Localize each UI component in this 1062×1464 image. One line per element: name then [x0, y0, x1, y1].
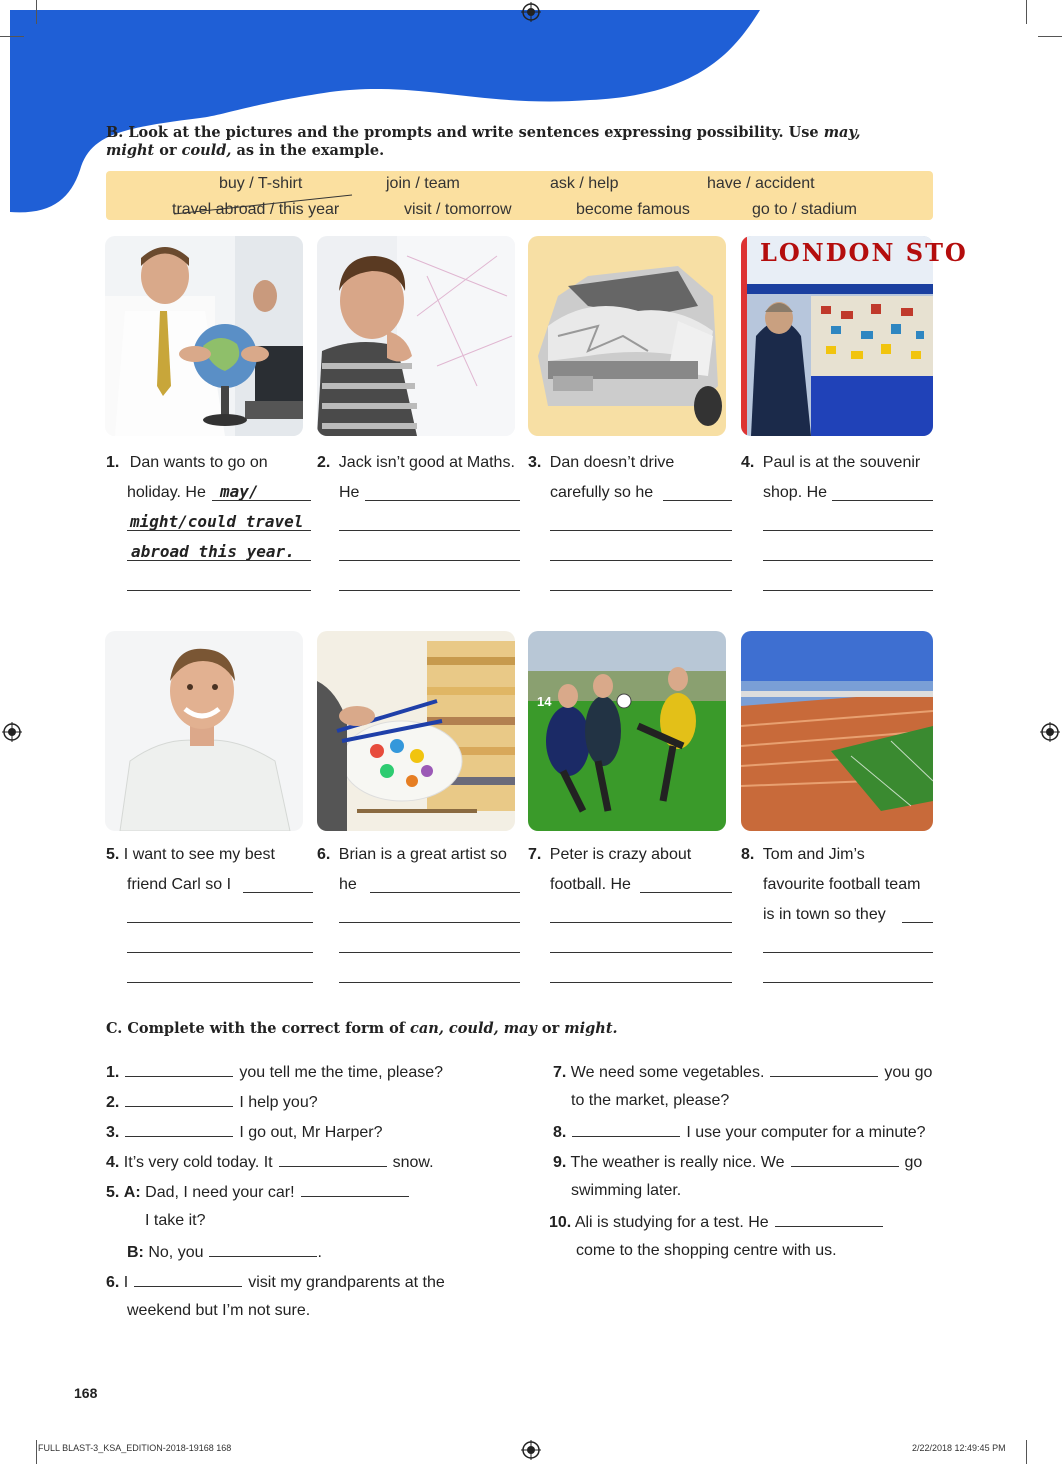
answer-line[interactable]: [127, 922, 313, 923]
section-b-instruction: [106, 124, 906, 160]
registration-mark-icon: [2, 722, 22, 742]
item-number: 10.: [549, 1214, 572, 1231]
answer-line[interactable]: [127, 530, 311, 531]
prompt: go to / stadium: [752, 201, 857, 218]
answer-blank[interactable]: [279, 1152, 387, 1167]
answer-blank[interactable]: [134, 1272, 242, 1287]
item-number: 2.: [106, 1094, 120, 1111]
answer-line[interactable]: [339, 590, 520, 591]
answer-line[interactable]: [212, 500, 311, 501]
answer-line[interactable]: [339, 982, 520, 983]
speaker-label: B:: [127, 1244, 144, 1261]
answer-blank[interactable]: [770, 1062, 878, 1077]
answer-line[interactable]: [127, 952, 313, 953]
crop-mark: [1038, 36, 1062, 37]
answer-line[interactable]: [550, 530, 732, 531]
crop-mark: [1026, 0, 1027, 24]
strike-line: [172, 192, 354, 218]
registration-mark-icon: [521, 2, 541, 22]
item-text: you tell me the time, please?: [239, 1064, 444, 1081]
c-item-8: [553, 1122, 926, 1142]
c-item-5: [106, 1182, 415, 1202]
item-number: 5.: [106, 846, 120, 863]
photo-artist-palette: [317, 631, 515, 831]
answer-line[interactable]: [127, 982, 313, 983]
jersey-number: 14: [537, 694, 552, 709]
item-4: [741, 448, 941, 478]
item-number: 7.: [528, 846, 542, 863]
item-text: football. He: [550, 876, 631, 893]
answer-blank[interactable]: [791, 1152, 899, 1167]
answer-line[interactable]: [365, 500, 520, 501]
item-2: [317, 448, 527, 478]
item-text: Paul is at the souvenir: [762, 454, 921, 471]
item-text: Brian is a great artist so: [338, 846, 507, 863]
c-item-1: [106, 1062, 443, 1082]
item-8: [741, 840, 941, 870]
item-text: I want to see my best: [123, 846, 275, 863]
item-text: snow.: [392, 1154, 434, 1171]
item-text: friend Carl so I: [127, 876, 232, 893]
answer-blank[interactable]: [301, 1182, 409, 1197]
item-number: 4.: [741, 454, 755, 471]
page-number: 168: [74, 1385, 98, 1401]
answer-line[interactable]: [127, 590, 311, 591]
answer-line[interactable]: [550, 982, 732, 983]
item-text: you go: [884, 1064, 933, 1081]
speaker-label: A:: [123, 1184, 141, 1201]
item-number: 7.: [553, 1064, 567, 1081]
section-c-instruction: [106, 1020, 618, 1037]
item-text: .: [317, 1244, 322, 1261]
example-answer: may/: [220, 482, 259, 501]
answer-blank[interactable]: [775, 1212, 883, 1227]
answer-blank[interactable]: [572, 1122, 680, 1137]
instruction-text: B. Look at the pictures and the prompts and write sentences expressing possibility. Use: [106, 124, 824, 141]
c-item-3: [106, 1122, 383, 1142]
answer-line[interactable]: [763, 560, 933, 561]
c-item-5b: [127, 1242, 322, 1262]
item-number: 4.: [106, 1154, 120, 1171]
c-item-2: [106, 1092, 318, 1112]
item-6: [317, 840, 527, 870]
item-text: carefully so he: [550, 484, 654, 501]
item-text: It’s very cold today. It: [123, 1154, 273, 1171]
c-item-10: [549, 1212, 889, 1232]
instruction-text: or: [536, 1020, 565, 1037]
item-text: We need some vegetables.: [570, 1064, 765, 1081]
answer-line[interactable]: [763, 590, 933, 591]
item-number: 9.: [553, 1154, 567, 1171]
item-text: Peter is crazy about: [549, 846, 692, 863]
answer-line[interactable]: [763, 530, 933, 531]
shop-sign: LONDON STO: [760, 238, 968, 267]
answer-blank[interactable]: [125, 1122, 233, 1137]
item-text: he: [339, 876, 357, 893]
answer-line[interactable]: [127, 560, 311, 561]
item-text: Dan wants to go on: [129, 454, 268, 471]
answer-line[interactable]: [550, 560, 732, 561]
item-text: shop. He: [763, 484, 828, 501]
item-text: favourite football team: [763, 876, 921, 893]
prompt: join / team: [386, 175, 460, 192]
item-text: I use your computer for a minute?: [686, 1124, 926, 1141]
item-text: Tom and Jim’s: [762, 846, 865, 863]
photo-stadium: [741, 631, 933, 831]
item-text: come to the shopping centre with us.: [576, 1242, 837, 1259]
c-item-6: [106, 1272, 445, 1292]
item-3: [528, 448, 738, 478]
answer-line[interactable]: [832, 500, 933, 501]
item-text: Jack isn’t good at Maths.: [338, 454, 515, 471]
footer-timestamp: 2/22/2018 12:49:45 PM: [912, 1443, 1006, 1453]
item-text: to the market, please?: [571, 1092, 730, 1109]
item-text: weekend but I’m not sure.: [127, 1302, 311, 1319]
item-text: I take it?: [145, 1212, 206, 1229]
item-number: 1.: [106, 1064, 120, 1081]
item-text: go: [904, 1154, 923, 1171]
item-text: I go out, Mr Harper?: [239, 1124, 383, 1141]
item-text: No, you: [148, 1244, 204, 1261]
instruction-text: as in the example.: [231, 142, 385, 159]
registration-mark-icon: [1040, 722, 1060, 742]
prompt: have / accident: [707, 175, 815, 192]
item-text: I help you?: [239, 1094, 318, 1111]
answer-line[interactable]: [902, 922, 933, 923]
answer-line[interactable]: [370, 892, 520, 893]
photo-student-thinking: [317, 236, 515, 436]
answer-line[interactable]: [640, 892, 732, 893]
answer-blank[interactable]: [125, 1092, 233, 1107]
item-text: visit my grandparents at the: [248, 1274, 445, 1291]
item-text: He: [339, 484, 360, 501]
crop-mark: [36, 0, 37, 24]
answer-blank[interactable]: [125, 1062, 233, 1077]
crop-mark: [1026, 1440, 1027, 1464]
answer-line[interactable]: [663, 500, 732, 501]
answer-line[interactable]: [243, 892, 313, 893]
prompt: buy / T-shirt: [219, 175, 303, 192]
instruction-text: C. Complete with the correct form of: [106, 1020, 411, 1037]
crop-mark: [0, 36, 24, 37]
answer-line[interactable]: [763, 982, 933, 983]
c-item-4: [106, 1152, 434, 1172]
answer-line[interactable]: [339, 952, 520, 953]
example-answer: might/could travel: [130, 512, 304, 531]
item-text: is in town so they: [763, 906, 886, 923]
item-text: I: [123, 1274, 129, 1291]
answer-line[interactable]: [763, 952, 933, 953]
answer-line[interactable]: [550, 590, 732, 591]
c-item-9: [553, 1152, 922, 1172]
prompt-crossed-out: travel abroad / this year: [172, 201, 340, 218]
item-7: [528, 840, 738, 870]
item-1: [106, 448, 312, 478]
item-number: 6.: [317, 846, 331, 863]
photo-crashed-car: [528, 236, 726, 436]
item-text: holiday. He: [127, 484, 206, 501]
item-number: 6.: [106, 1274, 120, 1291]
answer-line[interactable]: [339, 560, 520, 561]
item-text: Dan doesn’t drive: [549, 454, 675, 471]
example-answer: abroad this year.: [131, 542, 295, 561]
item-text: The weather is really nice. We: [570, 1154, 785, 1171]
item-number: 8.: [553, 1124, 567, 1141]
item-number: 5.: [106, 1184, 120, 1201]
answer-line[interactable]: [550, 922, 732, 923]
crop-mark: [36, 1440, 37, 1464]
instruction-modals: may, might: [106, 124, 861, 159]
c-item-7: [553, 1062, 932, 1082]
item-text: Ali is studying for a test. He: [574, 1214, 769, 1231]
answer-line[interactable]: [550, 952, 732, 953]
item-number: 3.: [528, 454, 542, 471]
item-text: Dad, I need your car!: [145, 1184, 295, 1201]
item-5: [106, 840, 312, 870]
answer-blank[interactable]: [209, 1242, 317, 1257]
photo-football-players: [528, 631, 726, 831]
photo-office-globe: [105, 236, 303, 436]
item-text: swimming later.: [571, 1182, 682, 1199]
photo-smiling-boy: [105, 631, 303, 831]
instruction-text: or: [154, 142, 182, 159]
instruction-modals: could,: [181, 142, 232, 159]
prompt: visit / tomorrow: [404, 201, 512, 218]
instruction-modals: can, could, may: [410, 1020, 537, 1037]
prompt: become famous: [576, 201, 690, 218]
answer-line[interactable]: [339, 530, 520, 531]
footer-file-info: FULL BLAST-3_KSA_EDITION-2018-19168 168: [38, 1443, 232, 1453]
item-number: 8.: [741, 846, 755, 863]
item-number: 1.: [106, 454, 120, 471]
item-number: 2.: [317, 454, 331, 471]
registration-mark-icon: [521, 1440, 541, 1460]
answer-line[interactable]: [339, 922, 520, 923]
item-number: 3.: [106, 1124, 120, 1141]
prompt: ask / help: [550, 175, 619, 192]
instruction-modals: might.: [564, 1020, 618, 1037]
